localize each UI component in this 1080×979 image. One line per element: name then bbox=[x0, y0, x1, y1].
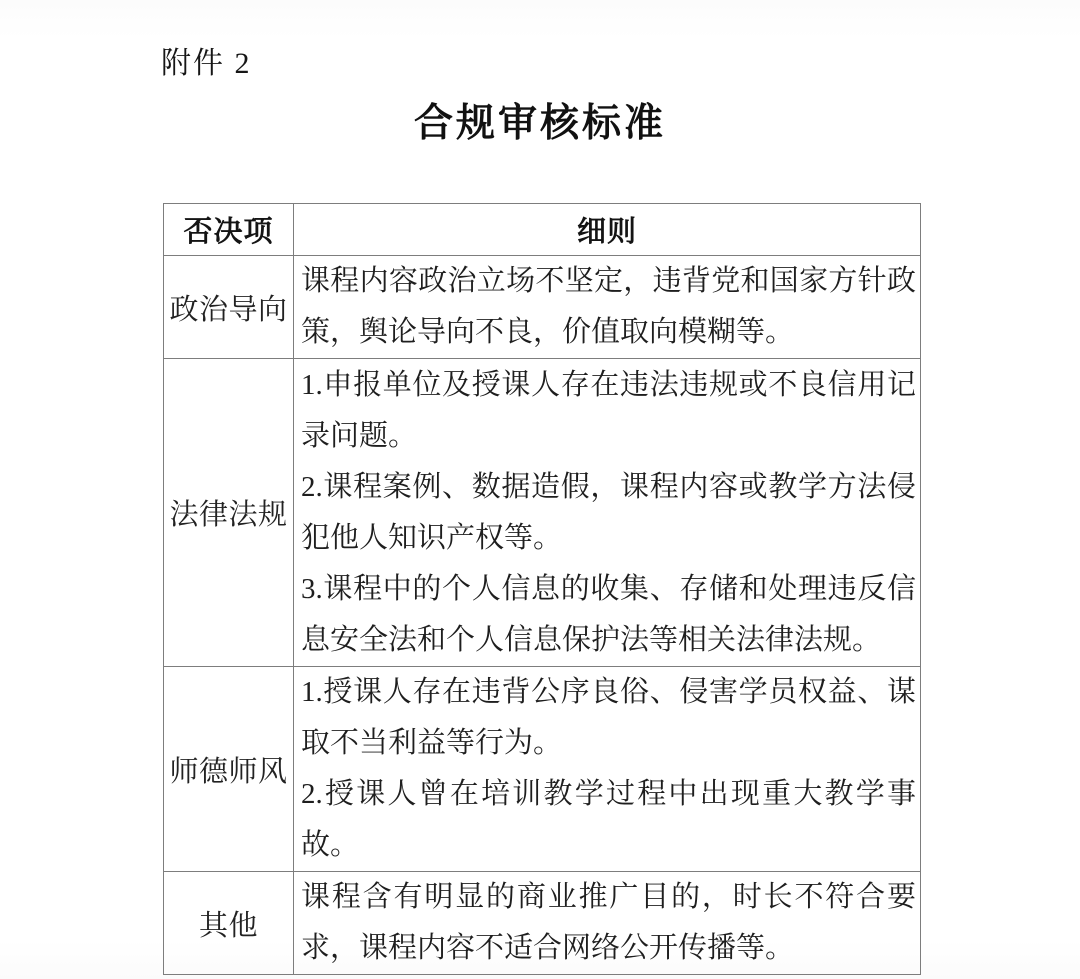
detail-paragraph: 课程含有明显的商业推广目的，时长不符合要求，课程内容不适合网络公开传播等。 bbox=[301, 881, 916, 964]
table-row-other bbox=[164, 872, 921, 975]
table-row-laws-regulations bbox=[164, 359, 921, 667]
detail-paragraph: 2.授课人曾在培训教学过程中出现重大教学事故。 bbox=[301, 778, 916, 861]
category-cell: 政治导向 bbox=[164, 256, 294, 359]
details-cell bbox=[294, 667, 921, 872]
detail-paragraph: 课程内容政治立场不坚定，违背党和国家方针政策，舆论导向不良，价值取向模糊等。 bbox=[301, 265, 916, 348]
column-header-detailed-rules: 细则 bbox=[294, 204, 921, 256]
detail-paragraph: 3.课程中的个人信息的收集、存储和处理违反信息安全法和个人信息保护法等相关法律法规。 bbox=[301, 572, 916, 656]
table-row-teacher-ethics bbox=[164, 667, 921, 872]
table-header-row bbox=[164, 204, 921, 256]
details-cell bbox=[294, 359, 921, 667]
category-cell: 师德师风 bbox=[164, 667, 294, 872]
details-cell bbox=[294, 256, 921, 359]
page-title: 合规审核标准 bbox=[413, 102, 666, 145]
table-row-political-orientation bbox=[164, 256, 921, 359]
attachment-label: 附件 2 bbox=[161, 47, 252, 80]
column-header-veto-item: 否决项 bbox=[164, 204, 294, 256]
detail-paragraph: 1.授课人存在违背公序良俗、侵害学员权益、谋取不当利益等行为。 bbox=[301, 676, 916, 759]
category-cell: 法律法规 bbox=[164, 359, 294, 667]
detail-paragraph: 1.申报单位及授课人存在违法违规或不良信用记录问题。 bbox=[301, 368, 916, 452]
details-cell bbox=[294, 872, 921, 975]
compliance-review-table bbox=[163, 203, 921, 975]
detail-paragraph: 2.课程案例、数据造假，课程内容或教学方法侵犯他人知识产权等。 bbox=[301, 470, 916, 554]
category-cell: 其他 bbox=[164, 872, 294, 975]
